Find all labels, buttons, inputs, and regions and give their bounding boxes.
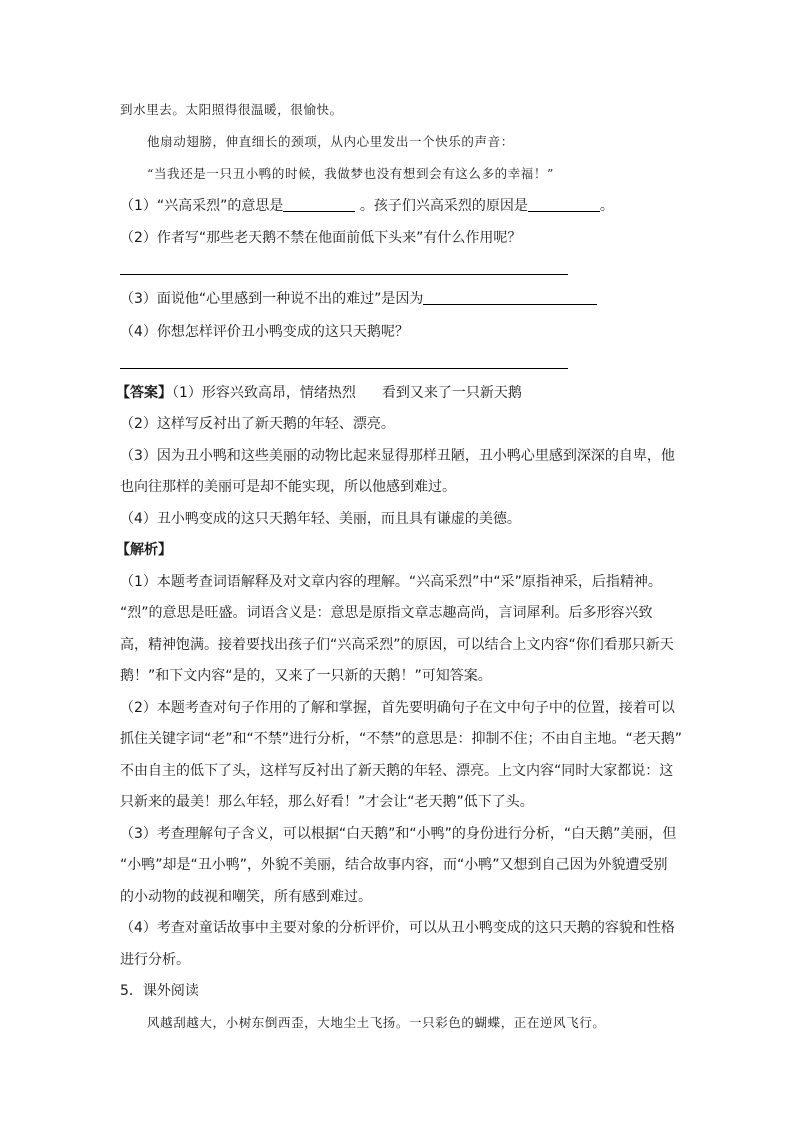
question-2: （2）作者写“那些老天鹅不禁在他面前低下头来”有什么作用呢？	[120, 230, 522, 246]
answer-blank[interactable]	[423, 290, 597, 305]
section-title: 5．课外阅读	[120, 983, 199, 999]
passage-line: 他扇动翅膀，伸直细长的颈项，从内心里发出一个快乐的声音：	[147, 134, 514, 149]
answer-2: （2）这样写反衬出了新天鹅的年轻、漂亮。	[120, 416, 395, 432]
answer-blank[interactable]	[283, 197, 355, 212]
analysis-text: 只新来的最美！那么年轻，那么好看！”才会让“老天鹅”低下了头。	[120, 794, 534, 810]
analysis-text: “烈”的意思是旺盛。词语含义是：意思是原指文章志趣高尚，言词犀利。后多形容兴致	[120, 605, 653, 621]
analysis-text: （4）考查对童话故事中主要对象的分析评价，可以从丑小鸭变成的这只天鹅的容貌和性格	[120, 920, 675, 936]
answer-label: 【答案】	[116, 385, 172, 401]
analysis-label: 【解析】	[116, 542, 172, 558]
question-3: （3）面说他“心里感到一种说不出的难过”是因为	[120, 289, 597, 309]
question-1: （1）“兴高采烈”的意思是 。孩子们兴高采烈的原因是 。	[120, 198, 614, 214]
analysis-text: 不由自主的低下了头，这样写反衬出了新天鹅的年轻、漂亮。上文内容“同时大家都说：这	[120, 763, 674, 779]
analysis-text: （1）本题考查词语解释及对文章内容的理解。“兴高采烈”中“采”原指神采，后指精神。	[120, 574, 662, 590]
answer-line[interactable]	[120, 274, 568, 275]
answer-line-1: 【答案】（1）形容兴致高昂，情绪热烈 看到又来了一只新天鹅	[116, 385, 522, 401]
passage-quote: “当我还是一只丑小鸭的时候，我做梦也没有想到会有这么多的幸福！”	[147, 166, 554, 181]
passage-line: 风越刮越大，小树东倒西歪，大地尘土飞扬。一只彩色的蝴蝶，正在逆风飞行。	[147, 1015, 606, 1030]
analysis-text: 的小动物的歧视和嘲笑，所有感到难过。	[120, 889, 372, 905]
answer-4: （4）丑小鸭变成的这只天鹅年轻、美丽，而且具有谦虚的美德。	[120, 511, 521, 527]
analysis-text: 进行分析。	[120, 952, 190, 968]
answer-3: 也向往那样的美丽可是却不能实现，所以他感到难过。	[120, 479, 456, 495]
analysis-text: 高，精神饱满。接着要找出孩子们“兴高采烈”的原因，可以结合上文内容“你们看那只新天	[120, 637, 674, 653]
question-4: （4）你想怎样评价丑小鸭变成的这只天鹅呢？	[120, 324, 409, 340]
answer-line[interactable]	[120, 368, 568, 369]
answer-blank[interactable]	[528, 197, 600, 212]
analysis-text: （3）考查理解句子含义，可以根据“白天鹅”和“小鸭”的身份进行分析，“白天鹅”美丽，但	[120, 826, 677, 842]
analysis-text: （2）本题考查对句子作用的了解和掌握，首先要明确句子在文中句子中的位置，接着可以	[120, 700, 675, 716]
analysis-text: 鹅！”和下文内容“是的，又来了一只新的天鹅！”可知答案。	[120, 668, 492, 684]
analysis-text: “小鸭”却是“丑小鸭”，外貌不美丽，结合故事内容，而“小鸭”又想到自己因为外貌遭受别	[120, 857, 668, 873]
answer-3: （3）因为丑小鸭和这些美丽的动物比起来显得那样丑陋，丑小鸭心里感到深深的自卑，他	[120, 448, 675, 464]
analysis-text: 抓住关键字词“老”和“不禁”进行分析，“不禁”的意思是：抑制不住；不由自主地。“老天鹅”	[120, 731, 683, 747]
question-1-text: （1）“兴高采烈”的意思是	[120, 198, 284, 214]
question-1-text: 。孩子们兴高采烈的原因是	[359, 198, 528, 214]
passage-line: 到水里去。太阳照得很温暖，很愉快。	[120, 102, 343, 117]
